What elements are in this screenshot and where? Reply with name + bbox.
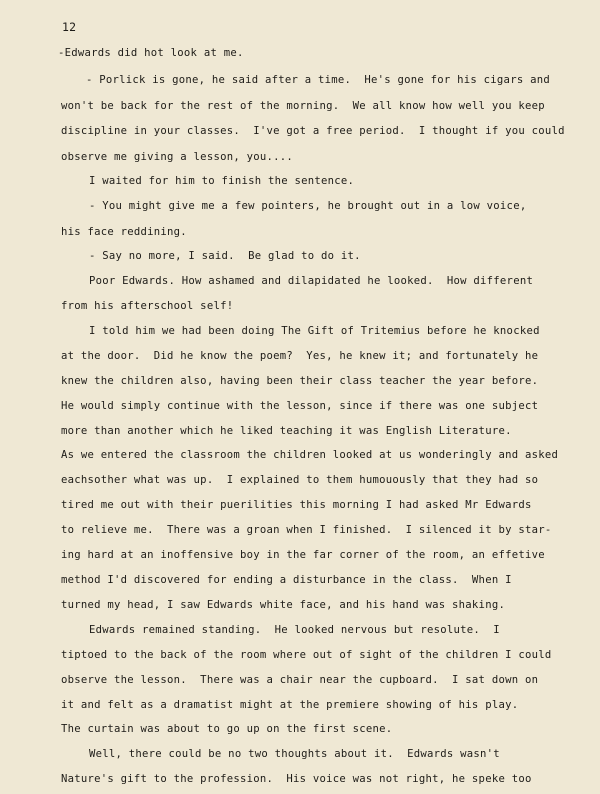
text-line: ing hard at an inoffensive boy in the far corner of the room, an effetive — [61, 549, 545, 561]
text-line: - Porlick is gone, he said after a time. He's gone for his cigars and — [86, 74, 550, 86]
text-line: his face reddining. — [61, 226, 187, 238]
text-line: to relieve me. There was a groan when I finished. I silenced it by star- — [61, 524, 552, 536]
text-line: observe me giving a lesson, you.... — [61, 151, 293, 163]
text-line: I waited for him to finish the sentence. — [89, 175, 355, 187]
text-line: eachsother what was up. I explained to them humouously that they had so — [61, 474, 539, 486]
text-line: - Say no more, I said. Be glad to do it. — [89, 250, 361, 262]
text-line: tired me out with their puerilities this morning I had asked Mr Edwards — [61, 499, 532, 511]
text-line: it and felt as a dramatist might at the premiere showing of his play. — [61, 699, 519, 711]
text-line: Nature's gift to the profession. His voice was not right, he speke too — [61, 773, 532, 785]
text-line: from his afterschool self! — [61, 300, 234, 312]
text-line: at the door. Did he know the poem? Yes, he knew it; and fortunately he — [61, 350, 539, 362]
text-line: observe the lesson. There was a chair near the cupboard. I sat down on — [61, 674, 539, 686]
text-line: Edwards remained standing. He looked nervous but resolute. I — [89, 624, 500, 636]
text-line: more than another which he liked teaching it was English Literature. — [61, 425, 512, 437]
text-line: tiptoed to the back of the room where out of sight of the children I could — [61, 649, 552, 661]
text-line: discipline in your classes. I've got a free period. I thought if you could — [61, 125, 565, 137]
text-line: - You might give me a few pointers, he brought out in a low voice, — [89, 200, 527, 212]
text-line: Well, there could be no two thoughts about it. Edwards wasn't — [89, 748, 500, 760]
text-line: I told him we had been doing The Gift of Tritemius before he knocked — [89, 325, 540, 337]
text-line: Poor Edwards. How ashamed and dilapidated he looked. How different — [89, 275, 534, 287]
text-line: turned my head, I saw Edwards white face, and his hand was shaking. — [61, 599, 506, 611]
text-line: The curtain was about to go up on the first scene. — [61, 723, 393, 735]
page-number: 12 — [62, 20, 77, 34]
text-line: -Edwards did hot look at me. — [58, 47, 244, 59]
text-line: As we entered the classroom the children looked at us wonderingly and asked — [61, 449, 559, 461]
text-line: knew the children also, having been their class teacher the year before. — [61, 375, 539, 387]
text-line: He would simply continue with the lesson, since if there was one subject — [61, 400, 539, 412]
text-line: method I'd discovered for ending a disturbance in the class. When I — [61, 574, 512, 586]
text-line: won't be back for the rest of the morning. We all know how well you keep — [61, 100, 545, 112]
